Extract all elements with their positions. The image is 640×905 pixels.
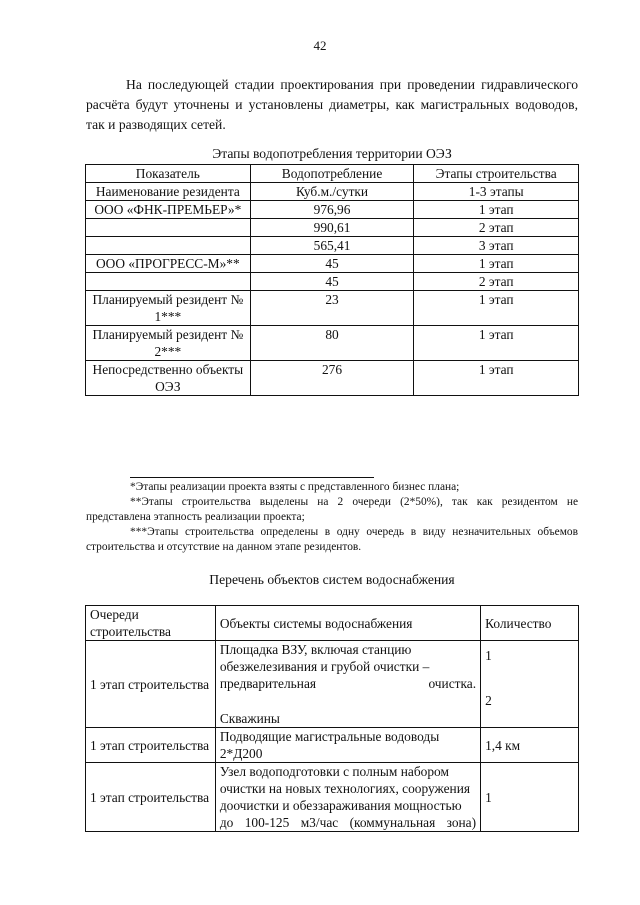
cell-consumption: 80 [250, 326, 414, 361]
water-supply-objects-table [85, 605, 579, 832]
footnotes [86, 477, 578, 555]
footnote-2: **Этапы строительства выделены на 2 очереди (2*50%), так как резидентом не представлена этапность реализации проекта; [86, 496, 578, 523]
cell-stage: 1 этап [414, 361, 579, 396]
table2-caption: Перечень объектов систем водоснабжения [209, 572, 455, 587]
cell-indicator [86, 237, 251, 255]
cell-quantity: 1,4 км [481, 728, 579, 763]
cell-consumption: 23 [250, 291, 414, 326]
cell-quantity: 1 [481, 763, 579, 832]
table-row [86, 201, 579, 219]
table-row [86, 728, 579, 763]
cell-indicator: ООО «ФНК-ПРЕМЬЕР»* [86, 201, 251, 219]
cell-stage: 1 этап строительства [86, 728, 216, 763]
cell-consumption: Куб.м./сутки [250, 183, 414, 201]
table-row [86, 763, 579, 832]
cell-stage: 1 этап строительства [86, 763, 216, 832]
cell-stage: 1 этап [414, 255, 579, 273]
header-object: Объекты системы водоснабжения [215, 606, 480, 641]
table-row [86, 361, 579, 396]
table-row [86, 237, 579, 255]
cell-stage: 1 этап [414, 326, 579, 361]
table-row [86, 326, 579, 361]
footnote-3: ***Этапы строительства определены в одну очередь в виду незначительных объемов строительства и отсутствие на данном этапе резидентов. [86, 526, 578, 553]
cell-spacer [220, 692, 476, 710]
table-header-row [86, 606, 579, 641]
table-row [86, 641, 579, 728]
header-stage: Очереди строительства [86, 606, 216, 641]
cell-consumption: 276 [250, 361, 414, 396]
header-indicator: Показатель [86, 165, 251, 183]
cell-object [215, 641, 480, 728]
cell-stage: 1 этап [414, 291, 579, 326]
cell-consumption: 990,61 [250, 219, 414, 237]
footnote-1: *Этапы реализации проекта взяты с представленного бизнес плана; [130, 481, 460, 493]
cell-spacer [485, 664, 574, 692]
cell-stage: 1 этап строительства [86, 641, 216, 728]
cell-indicator: Наименование резидента [86, 183, 251, 201]
page-number: 42 [313, 38, 327, 53]
cell-indicator: Планируемый резидент № 2*** [86, 326, 251, 361]
cell-stage: 3 этап [414, 237, 579, 255]
water-consumption-table [85, 164, 579, 396]
table-row [86, 273, 579, 291]
cell-consumption: 565,41 [250, 237, 414, 255]
table-row [86, 291, 579, 326]
cell-indicator: Непосредственно объекты ОЭЗ [86, 361, 251, 396]
cell-quantity [481, 641, 579, 728]
header-quantity: Количество [481, 606, 579, 641]
cell-indicator [86, 219, 251, 237]
header-stages: Этапы строительства [414, 165, 579, 183]
cell-stage: 2 этап [414, 219, 579, 237]
cell-indicator [86, 273, 251, 291]
table-row [86, 219, 579, 237]
table-row [86, 183, 579, 201]
footnote-divider [130, 477, 374, 478]
table-row [86, 255, 579, 273]
quantity-text-2: 2 [485, 693, 492, 708]
cell-consumption: 976,96 [250, 201, 414, 219]
cell-object: Подводящие магистральные водоводы 2*Д200 [215, 728, 480, 763]
cell-consumption: 45 [250, 273, 414, 291]
cell-consumption: 45 [250, 255, 414, 273]
cell-object: Узел водоподготовки с полным набором очистки на новых технологиях, сооружения доочистки и обеззараживания мощностью до 100-125 м3/час (коммунальная зона) [215, 763, 480, 832]
cell-stage: 2 этап [414, 273, 579, 291]
header-consumption: Водопотребление [250, 165, 414, 183]
table1-caption: Этапы водопотребления территории ОЭЗ [212, 146, 452, 161]
object-text-2: Скважины [219, 711, 280, 726]
cell-stage: 1 этап [414, 201, 579, 219]
intro-paragraph: На последующей стадии проектирования при проведении гидравлического расчёта будут уточнены и установлены диаметры, как магистральных водоводов, так и разводящих сетей. [86, 77, 578, 132]
cell-indicator: ООО «ПРОГРЕСС-М»** [86, 255, 251, 273]
quantity-text: 1 [485, 648, 492, 663]
table-header-row [86, 165, 579, 183]
cell-stage: 1-3 этапы [414, 183, 579, 201]
object-text: Площадка ВЗУ, включая станцию обезжелезивания и грубой очистки – предварительная очистка. [219, 642, 477, 691]
cell-indicator: Планируемый резидент № 1*** [86, 291, 251, 326]
